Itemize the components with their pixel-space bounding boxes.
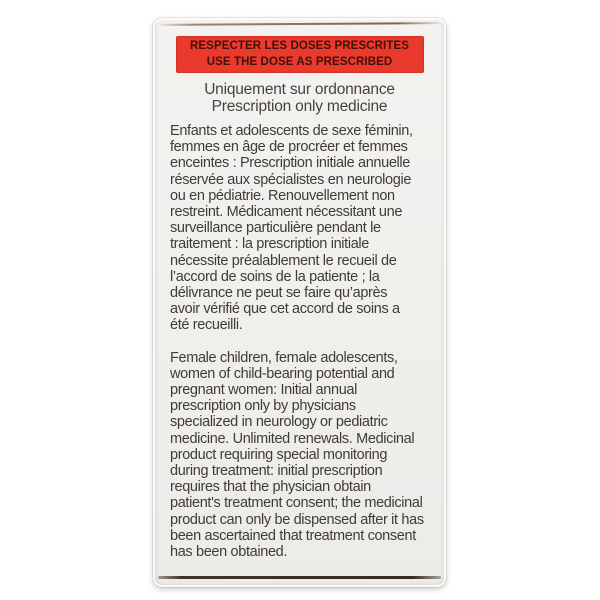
text-line: prescription only by physicians	[170, 398, 356, 415]
text-line: product can only be dispensed after it has	[170, 511, 424, 528]
warning-line-fr: RESPECTER LES DOSES PRESCRITES	[190, 40, 409, 52]
text-line: women of child-bearing potential and	[170, 365, 395, 382]
prescription-note-fr: Uniquement sur ordonnance	[204, 81, 395, 98]
text-line: during treatment: initial prescription	[170, 463, 383, 480]
box-lid-seam	[160, 22, 439, 26]
text-line: has been obtained.	[170, 544, 288, 561]
prescription-note-en: Prescription only medicine	[211, 98, 388, 115]
text-line: femmes en âge de procréer et femmes	[170, 139, 408, 156]
text-line: patient's treatment consent; the medicinal	[170, 495, 423, 512]
text-line: medicine. Unlimited renewals. Medicinal	[170, 430, 415, 447]
regulatory-text-english	[170, 350, 434, 561]
text-line: délivrance ne peut se faire qu’après	[170, 285, 388, 302]
text-line: avoir vérifié que cet accord de soins a	[170, 301, 400, 318]
text-line: been ascertained that treatment consent	[170, 527, 416, 544]
text-line: Female children, female adolescents,	[170, 349, 398, 366]
text-line: product requiring special monitoring	[170, 446, 388, 463]
dosage-warning-banner	[176, 36, 424, 73]
text-line: restreint. Médicament nécessitant une	[170, 204, 403, 221]
text-line: specialized in neurology or pediatric	[170, 414, 388, 431]
text-line: nécessite préalablement le recueil de	[170, 252, 397, 269]
text-line: requires that the physician obtain	[170, 479, 371, 496]
box-bottom-seam	[158, 576, 441, 579]
text-line: Enfants et adolescents de sexe féminin,	[170, 123, 413, 139]
text-line: enceintes : Prescription initiale annuelle	[170, 155, 411, 172]
regulatory-text-french	[170, 123, 434, 334]
text-line: été recueilli.	[170, 317, 243, 334]
text-line: pregnant women: Initial annual	[170, 382, 357, 399]
warning-line-en: USE THE DOSE AS PRESCRIBED	[206, 56, 393, 68]
medicine-box-back-panel	[153, 18, 446, 587]
text-line: ou en pédiatrie. Renouvellement non	[170, 187, 395, 204]
text-line: traitement : la prescription initiale	[170, 236, 370, 253]
prescription-only-note	[153, 81, 446, 115]
text-line: réservée aux spécialistes en neurologie	[170, 171, 412, 188]
text-line: l’accord de soins de la patiente ; la	[170, 268, 380, 285]
text-line: surveillance particulière pendant le	[170, 220, 381, 237]
